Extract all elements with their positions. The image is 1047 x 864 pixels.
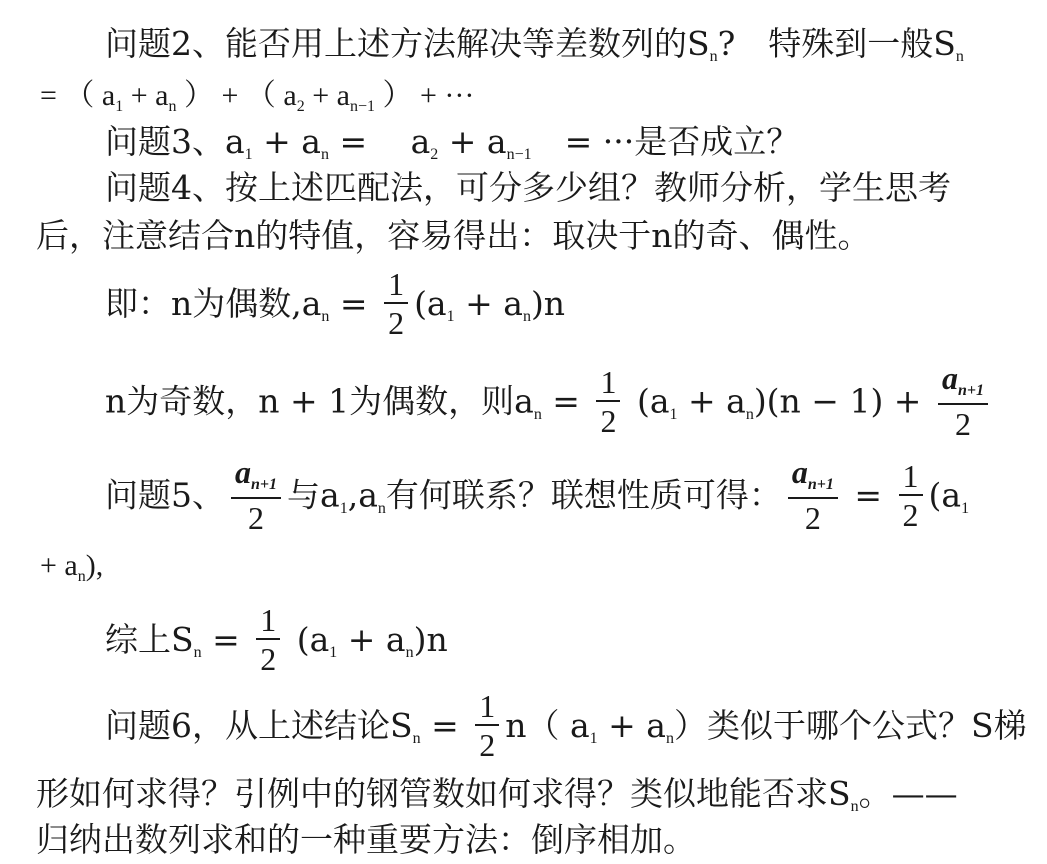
expr-part: = bbox=[843, 475, 893, 515]
expr-part: + a bbox=[252, 122, 321, 161]
numerator-var: a bbox=[941, 360, 958, 396]
subscript: 1 bbox=[961, 499, 970, 517]
expr-part: (a bbox=[928, 475, 962, 515]
expr-part: ,a bbox=[347, 475, 378, 515]
subscript: 1 bbox=[669, 405, 678, 423]
fraction bbox=[596, 364, 620, 440]
expr-part: )(n − 1) + bbox=[753, 381, 932, 421]
numerator-var: a bbox=[791, 454, 808, 490]
expr-part: )n bbox=[413, 620, 448, 659]
expr-part: 即：n为偶数,a bbox=[105, 284, 322, 323]
subscript: n+1 bbox=[957, 382, 984, 399]
expr-part: = bbox=[541, 381, 591, 421]
expr-part: n（ a bbox=[505, 706, 590, 745]
question-4-continuation bbox=[36, 216, 871, 256]
expr-part: (a bbox=[626, 381, 670, 421]
expr-part: ）类似于哪个公式？S梯 bbox=[673, 706, 1027, 745]
expr-part: + a bbox=[123, 79, 169, 112]
denominator: 2 bbox=[231, 497, 281, 537]
subscript: n−1 bbox=[349, 98, 375, 115]
expr-part: 有何联系？联想性质可得： bbox=[385, 475, 782, 515]
denominator: 2 bbox=[938, 403, 988, 443]
fraction bbox=[231, 454, 281, 537]
subscript: n bbox=[168, 98, 177, 115]
denominator: 2 bbox=[788, 497, 838, 537]
q2-text: 问题2、能否用上述方法解决等差数列的S bbox=[105, 24, 710, 63]
q2-text-rest: ? 特殊到一般S bbox=[717, 24, 956, 63]
expr-part: + a bbox=[438, 122, 507, 161]
subscript: n bbox=[377, 499, 386, 517]
subscript: 1 bbox=[115, 98, 124, 115]
expr-part: 问题6，从上述结论S bbox=[105, 706, 413, 745]
subscript: n bbox=[193, 644, 202, 661]
expr-part: = ···是否成立？ bbox=[531, 122, 800, 161]
denominator: 2 bbox=[596, 400, 620, 440]
subscript: n bbox=[665, 730, 674, 747]
conclusion-text: 归纳出数列求和的一种重要方法：倒序相加。 bbox=[36, 820, 696, 859]
fraction bbox=[899, 458, 923, 534]
numerator bbox=[938, 360, 988, 403]
expr-part: 。—— bbox=[858, 774, 958, 813]
subscript: 1 bbox=[446, 308, 455, 325]
subscript: n bbox=[745, 405, 754, 423]
denominator: 2 bbox=[384, 302, 408, 342]
subscript: 1 bbox=[589, 730, 598, 747]
expr-part: + a bbox=[337, 620, 406, 659]
expr-part: ） + ··· bbox=[374, 79, 475, 112]
expr-part: + a bbox=[40, 549, 78, 582]
subscript: n−1 bbox=[506, 146, 532, 163]
odd-case-formula bbox=[105, 362, 994, 445]
subscript: n bbox=[850, 798, 859, 815]
expr-part: 综上S bbox=[105, 620, 194, 659]
numerator: 1 bbox=[600, 363, 617, 400]
expr-part: 形如何求得？引例中的钢管数如何求得？类似地能否求S bbox=[36, 774, 851, 813]
subscript: 2 bbox=[430, 146, 439, 163]
subscript: n bbox=[955, 48, 964, 65]
fraction bbox=[256, 602, 280, 678]
sum-expansion-line bbox=[40, 76, 474, 121]
expr-part: 与a bbox=[287, 475, 340, 515]
subscript: 2 bbox=[296, 98, 305, 115]
expr-part: + a bbox=[677, 381, 746, 421]
expr-part: (a bbox=[414, 284, 447, 323]
denominator: 2 bbox=[256, 638, 280, 678]
expr-part: + a bbox=[597, 706, 666, 745]
subscript: n+1 bbox=[251, 476, 278, 493]
numerator bbox=[231, 454, 281, 497]
question-6-continuation bbox=[36, 774, 958, 821]
q4-text: 问题4、按上述匹配法，可分多少组？教师分析，学生思考 bbox=[105, 168, 951, 207]
subscript: n bbox=[405, 644, 414, 661]
numerator: 1 bbox=[388, 266, 405, 302]
expr-part: = bbox=[329, 284, 379, 323]
even-case-formula bbox=[105, 268, 565, 344]
q4-text-cont: 后，注意结合n的特值，容易得出：取决于n的奇、偶性。 bbox=[36, 216, 871, 255]
subscript: n bbox=[412, 730, 421, 747]
question-5-line bbox=[105, 456, 969, 539]
fraction bbox=[938, 360, 988, 443]
numerator: 1 bbox=[260, 602, 277, 638]
numerator-var: a bbox=[235, 454, 251, 490]
fraction bbox=[788, 454, 838, 537]
denominator: 2 bbox=[475, 724, 499, 764]
expr-part: ） + （ a bbox=[176, 79, 297, 112]
fraction bbox=[384, 266, 408, 342]
question-4-line bbox=[105, 168, 951, 208]
subscript: 1 bbox=[329, 644, 338, 661]
subscript: n bbox=[320, 146, 329, 163]
expr-part: )n bbox=[530, 284, 566, 323]
expr-part: = （ a bbox=[40, 79, 116, 112]
numerator: 1 bbox=[479, 688, 496, 724]
summary-formula bbox=[105, 604, 448, 680]
subscript: n bbox=[77, 568, 86, 585]
subscript: n bbox=[709, 48, 718, 65]
expr-part: + a bbox=[304, 79, 350, 112]
subscript: n+1 bbox=[807, 476, 834, 493]
numerator: 1 bbox=[902, 457, 919, 494]
subscript: 1 bbox=[244, 146, 253, 163]
fraction bbox=[475, 688, 499, 764]
expr-part: + a bbox=[454, 284, 523, 323]
subscript: 1 bbox=[339, 499, 348, 517]
question-2-line bbox=[105, 24, 964, 71]
expr-part: = bbox=[420, 706, 470, 745]
subscript: n bbox=[321, 308, 330, 325]
expr-part: (a bbox=[286, 620, 330, 659]
question-5-continuation bbox=[40, 546, 103, 591]
question-6-line bbox=[105, 690, 1027, 766]
expr-part: = a bbox=[328, 122, 431, 161]
subscript: n bbox=[522, 308, 531, 325]
expr-part: n为奇数，n + 1为偶数，则a bbox=[105, 381, 534, 421]
question-3-line bbox=[105, 122, 799, 169]
denominator: 2 bbox=[899, 494, 923, 534]
conclusion-line bbox=[36, 820, 696, 860]
expr-part: ), bbox=[85, 549, 104, 582]
numerator bbox=[788, 454, 838, 497]
q5-text: 问题5、 bbox=[105, 475, 225, 515]
q3-text: 问题3、a bbox=[105, 122, 245, 161]
expr-part: = bbox=[201, 620, 251, 659]
subscript: n bbox=[533, 405, 542, 423]
